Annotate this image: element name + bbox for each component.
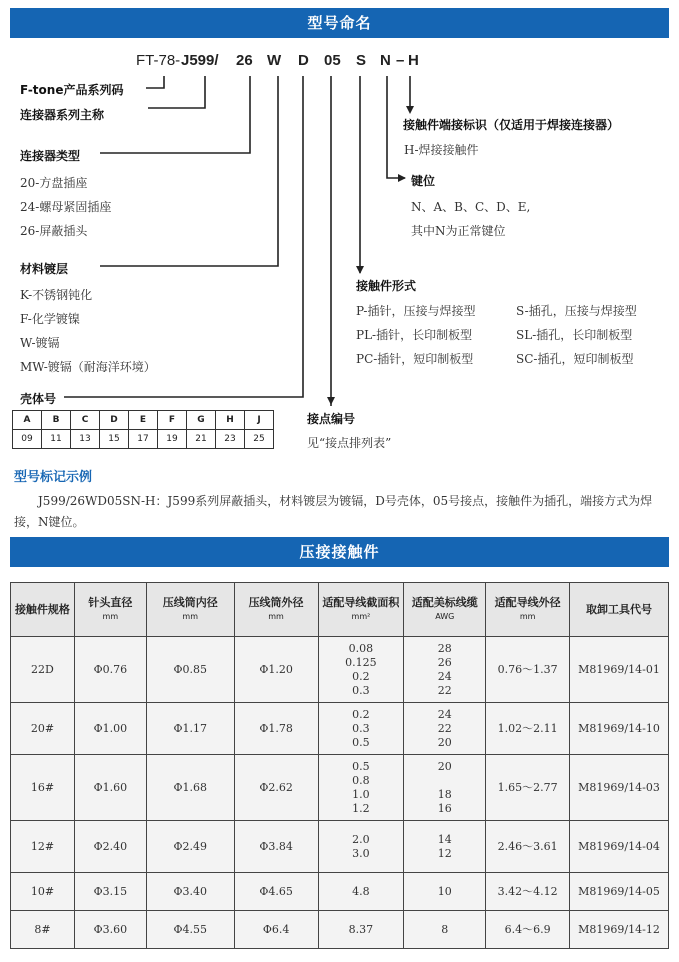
shell-size-row [13,430,274,449]
label-key: 键位 [411,174,436,188]
key-item: 其中N为正常键位 [411,224,506,238]
crimp-banner: 压接接触件 [10,537,669,567]
label-material: 材料镀层 [20,262,69,276]
cell-pin: Φ1.00 [74,703,146,755]
contact-no-text: 见“接点排列表” [307,436,392,450]
label-ftone: F-tone产品系列码 [20,83,124,97]
crimp-row [11,637,669,703]
code-contact-form: S [356,52,367,69]
crimp-table [10,582,669,949]
cell-awg [404,703,486,755]
cell-od: 3.42～4.12 [486,873,570,911]
crimp-row [11,821,669,873]
key-item: N、A、B、C、D、E, [411,200,531,214]
cell-awg-line: 16 [437,801,452,815]
cell-area [318,703,404,755]
shell-size: 13 [71,430,100,449]
cell-area-line: 8.37 [348,922,374,936]
col-header: 压线筒内径 mm [146,583,234,637]
col-header: 压线筒外径 mm [234,583,318,637]
label-contact-form: 接触件形式 [356,279,417,293]
cell-od: 1.65～2.77 [486,755,570,821]
cell-pin: Φ0.76 [74,637,146,703]
shell-letter: B [42,411,71,430]
cell-awg-line: 18 [437,787,452,801]
cell-spec: 16# [11,755,75,821]
cell-awg-line: 22 [437,683,452,697]
shell-letter: H [216,411,245,430]
cell-area [318,873,404,911]
contact-form-item: SL-插孔，长印制板型 [516,328,633,342]
line-shell [64,76,303,397]
cell-pin: Φ1.60 [74,755,146,821]
cell-inner: Φ4.55 [146,911,234,949]
col-header: 取卸工具代号 [570,583,669,637]
arrow-key [398,174,406,182]
contact-form-item: SC-插孔，短印制板型 [516,352,634,366]
material-item: MW-镀镉（耐海洋环境） [20,360,156,374]
type-item: 26-屏蔽插头 [20,224,88,238]
cell-awg-line: 20 [437,759,452,773]
col-header: 适配美标线缆 AWG [404,583,486,637]
cell-outer: Φ1.78 [234,703,318,755]
crimp-row [11,703,669,755]
cell-area-line: 4.8 [352,884,370,898]
label-termination: 接触件端接标识（仅适用于焊接连接器） [403,118,620,132]
cell-inner: Φ1.17 [146,703,234,755]
shell-table [12,410,274,449]
shell-size: 09 [13,430,42,449]
contact-form-item: PL-插针，长印制板型 [356,328,473,342]
cell-od: 2.46～3.61 [486,821,570,873]
code-termination: H [408,52,419,69]
shell-letter: F [158,411,187,430]
cell-awg-line: 10 [437,884,452,898]
material-item: W-镀镉 [20,336,60,350]
cell-awg-line: 24 [437,707,452,721]
code-prefix: FT-78- [136,52,181,69]
shell-size: 11 [42,430,71,449]
cell-area-line: 2.0 [352,832,370,846]
cell-area-line: 0.5 [352,735,370,749]
crimp-row [11,873,669,911]
cell-area-line: 0.2 [352,707,370,721]
cell-od: 1.02～2.11 [486,703,570,755]
code-material: W [267,52,282,69]
shell-letter: J [245,411,274,430]
material-item: F-化学镀镍 [20,312,80,326]
cell-area-line: 0.5 [352,759,370,773]
cell-outer: Φ1.20 [234,637,318,703]
shell-letter: A [13,411,42,430]
cell-area-line: 0.08 [348,641,374,655]
cell-tool: M81969/14-01 [570,637,669,703]
shell-size: 25 [245,430,274,449]
label-type: 连接器类型 [20,149,81,163]
cell-spec: 20# [11,703,75,755]
cell-inner: Φ2.49 [146,821,234,873]
cell-tool: M81969/14-12 [570,911,669,949]
col-header: 适配导线截面积 mm² [318,583,404,637]
cell-awg-line [404,774,485,788]
leader-lines [0,0,679,462]
col-header: 针头直径 mm [74,583,146,637]
code-dash: – [396,52,405,69]
example-heading: 型号标记示例 [14,470,93,485]
type-item: 24-螺母紧固插座 [20,200,112,214]
cell-outer: Φ3.84 [234,821,318,873]
cell-outer: Φ6.4 [234,911,318,949]
cell-pin: Φ2.40 [74,821,146,873]
crimp-header-row [11,583,669,637]
example-text: J599/26WD05SN-H：J599系列屏蔽插头，材料镀层为镀镉，D号壳体，05号接点，接触件为插孔，端接方式为焊接，N键位。 [14,494,653,529]
arrow-contact-no [327,397,335,405]
cell-tool: M81969/14-04 [570,821,669,873]
contact-form-item: PC-插针，短印制板型 [356,352,474,366]
col-header: 适配导线外径 mm [486,583,570,637]
cell-awg-line: 8 [441,922,449,936]
shell-size: 17 [129,430,158,449]
cell-area-line: 0.2 [352,669,370,683]
col-header: 接触件规格 [11,583,75,637]
cell-spec: 12# [11,821,75,873]
cell-od: 0.76～1.37 [486,637,570,703]
cell-area [318,821,404,873]
cell-inner: Φ3.40 [146,873,234,911]
cell-awg-line: 20 [437,735,452,749]
cell-awg-line: 14 [437,832,452,846]
shell-letter: D [100,411,129,430]
termination-item: H-焊接接触件 [404,143,479,157]
cell-area [318,755,404,821]
cell-outer: Φ2.62 [234,755,318,821]
code-series: J599/ [181,52,219,69]
arrow-termination [406,106,414,114]
cell-area-line: 0.3 [352,683,370,697]
cell-spec: 8# [11,911,75,949]
arrow-contact-form [356,266,364,274]
cell-area [318,637,404,703]
shell-letter: C [71,411,100,430]
cell-area-line: 0.125 [345,655,377,669]
cell-area [318,911,404,949]
cell-outer: Φ4.65 [234,873,318,911]
cell-area-line: 1.2 [352,801,370,815]
shell-letter: G [187,411,216,430]
label-series: 连接器系列主称 [20,108,105,122]
shell-size: 21 [187,430,216,449]
cell-pin: Φ3.15 [74,873,146,911]
type-item: 20-方盘插座 [20,176,88,190]
shell-size: 19 [158,430,187,449]
cell-tool: M81969/14-03 [570,755,669,821]
label-shell: 壳体号 [20,392,57,406]
cell-awg [404,821,486,873]
material-item: K-不锈钢钝化 [20,288,93,302]
cell-awg-line: 12 [437,846,452,860]
code-shell: D [298,52,309,69]
cell-awg-line: 22 [437,721,452,735]
line-material [100,76,278,266]
shell-letter-row [13,411,274,430]
line-ftone [146,76,164,88]
cell-area-line: 0.3 [352,721,370,735]
contact-form-item: P-插针，压接与焊接型 [356,304,476,318]
naming-banner: 型号命名 [10,8,669,38]
cell-spec: 22D [11,637,75,703]
cell-awg-line: 28 [437,641,452,655]
code-type: 26 [236,52,253,69]
line-series [148,76,205,108]
shell-size: 15 [100,430,129,449]
cell-inner: Φ0.85 [146,637,234,703]
label-contact-no: 接点编号 [307,412,356,426]
cell-area-line: 1.0 [352,787,370,801]
cell-spec: 10# [11,873,75,911]
shell-size: 23 [216,430,245,449]
cell-awg-line: 24 [437,669,452,683]
cell-awg-line: 26 [437,655,452,669]
cell-inner: Φ1.68 [146,755,234,821]
cell-awg [404,637,486,703]
shell-letter: E [129,411,158,430]
cell-awg [404,755,486,821]
cell-awg [404,911,486,949]
crimp-row [11,755,669,821]
code-contact-no: 05 [324,52,341,69]
contact-form-item: S-插孔，压接与焊接型 [516,304,637,318]
cell-tool: M81969/14-05 [570,873,669,911]
cell-area-line: 3.0 [352,846,370,860]
cell-tool: M81969/14-10 [570,703,669,755]
cell-pin: Φ3.60 [74,911,146,949]
code-key: N [380,52,391,69]
cell-area-line: 0.8 [352,773,370,787]
cell-od: 6.4～6.9 [486,911,570,949]
cell-awg [404,873,486,911]
crimp-row [11,911,669,949]
